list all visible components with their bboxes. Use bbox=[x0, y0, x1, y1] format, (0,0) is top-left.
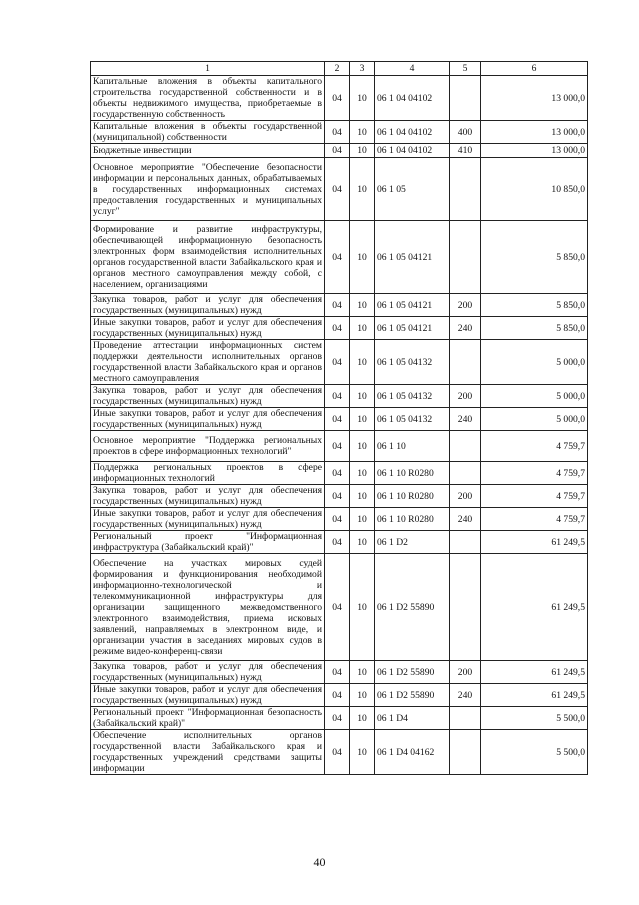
row-expense-type-cell: 240 bbox=[450, 684, 481, 707]
row-amount-cell: 61 249,5 bbox=[481, 684, 588, 707]
column-header-1: 1 bbox=[91, 62, 325, 76]
column-header-4: 4 bbox=[375, 62, 450, 76]
row-subsection-cell: 10 bbox=[350, 340, 375, 385]
row-section-cell: 04 bbox=[325, 121, 350, 144]
row-subsection-cell: 10 bbox=[350, 554, 375, 661]
row-amount-cell: 5 000,0 bbox=[481, 385, 588, 408]
column-header-6: 6 bbox=[481, 62, 588, 76]
row-subsection-cell: 10 bbox=[350, 462, 375, 485]
table-row bbox=[91, 221, 588, 294]
table-row bbox=[91, 684, 588, 707]
table-row bbox=[91, 707, 588, 730]
row-target-article-cell: 06 1 05 bbox=[375, 158, 450, 221]
table-row bbox=[91, 408, 588, 431]
row-name-cell: Иные закупки товаров, работ и услуг для обеспечения государственных (муниципальных) нужд bbox=[91, 408, 325, 431]
table-body bbox=[91, 76, 588, 775]
row-subsection-cell: 10 bbox=[350, 221, 375, 294]
column-header-5: 5 bbox=[450, 62, 481, 76]
row-amount-cell: 61 249,5 bbox=[481, 661, 588, 684]
row-target-article-cell: 06 1 05 04132 bbox=[375, 340, 450, 385]
row-amount-cell: 61 249,5 bbox=[481, 531, 588, 554]
row-amount-cell: 61 249,5 bbox=[481, 554, 588, 661]
row-subsection-cell: 10 bbox=[350, 531, 375, 554]
row-subsection-cell: 10 bbox=[350, 385, 375, 408]
row-section-cell: 04 bbox=[325, 76, 350, 121]
row-target-article-cell: 06 1 05 04121 bbox=[375, 317, 450, 340]
row-section-cell: 04 bbox=[325, 408, 350, 431]
row-section-cell: 04 bbox=[325, 462, 350, 485]
row-name-cell: Региональный проект "Информационная безопасность (Забайкальский край)" bbox=[91, 707, 325, 730]
row-amount-cell: 13 000,0 bbox=[481, 121, 588, 144]
row-target-article-cell: 06 1 05 04132 bbox=[375, 385, 450, 408]
row-section-cell: 04 bbox=[325, 221, 350, 294]
row-expense-type-cell: 400 bbox=[450, 121, 481, 144]
row-name-cell: Обеспечение исполнительных органов государственной власти Забайкальского края и государственных учреждений средствами защиты информации bbox=[91, 730, 325, 775]
row-amount-cell: 10 850,0 bbox=[481, 158, 588, 221]
table-row bbox=[91, 76, 588, 121]
row-target-article-cell: 06 1 D2 55890 bbox=[375, 554, 450, 661]
row-amount-cell: 5 850,0 bbox=[481, 294, 588, 317]
row-subsection-cell: 10 bbox=[350, 508, 375, 531]
row-section-cell: 04 bbox=[325, 485, 350, 508]
row-subsection-cell: 10 bbox=[350, 76, 375, 121]
row-section-cell: 04 bbox=[325, 684, 350, 707]
row-subsection-cell: 10 bbox=[350, 431, 375, 462]
row-target-article-cell: 06 1 05 04121 bbox=[375, 221, 450, 294]
row-name-cell: Закупка товаров, работ и услуг для обеспечения государственных (муниципальных) нужд bbox=[91, 385, 325, 408]
row-name-cell: Проведение аттестации информационных систем поддержки деятельности исполнительных органов государственной власти Забайкальского края и органов местного самоуправления bbox=[91, 340, 325, 385]
row-subsection-cell: 10 bbox=[350, 144, 375, 158]
row-subsection-cell: 10 bbox=[350, 294, 375, 317]
row-name-cell: Закупка товаров, работ и услуг для обеспечения государственных (муниципальных) нужд bbox=[91, 661, 325, 684]
row-target-article-cell: 06 1 D2 55890 bbox=[375, 661, 450, 684]
row-subsection-cell: 10 bbox=[350, 158, 375, 221]
row-expense-type-cell: 200 bbox=[450, 661, 481, 684]
row-amount-cell: 13 000,0 bbox=[481, 144, 588, 158]
row-section-cell: 04 bbox=[325, 730, 350, 775]
row-section-cell: 04 bbox=[325, 707, 350, 730]
row-target-article-cell: 06 1 04 04102 bbox=[375, 76, 450, 121]
page-number: 40 bbox=[313, 855, 326, 869]
row-amount-cell: 5 000,0 bbox=[481, 408, 588, 431]
row-amount-cell: 4 759,7 bbox=[481, 485, 588, 508]
row-section-cell: 04 bbox=[325, 294, 350, 317]
row-name-cell: Региональный проект "Информационная инфраструктура (Забайкальский край)" bbox=[91, 531, 325, 554]
row-target-article-cell: 06 1 05 04132 bbox=[375, 408, 450, 431]
row-section-cell: 04 bbox=[325, 554, 350, 661]
row-section-cell: 04 bbox=[325, 508, 350, 531]
row-expense-type-cell: 240 bbox=[450, 508, 481, 531]
row-target-article-cell: 06 1 05 04121 bbox=[375, 294, 450, 317]
table-row bbox=[91, 661, 588, 684]
row-expense-type-cell bbox=[450, 707, 481, 730]
row-expense-type-cell bbox=[450, 462, 481, 485]
row-section-cell: 04 bbox=[325, 431, 350, 462]
row-amount-cell: 4 759,7 bbox=[481, 508, 588, 531]
row-amount-cell: 5 850,0 bbox=[481, 221, 588, 294]
row-name-cell: Иные закупки товаров, работ и услуг для обеспечения государственных (муниципальных) нужд bbox=[91, 508, 325, 531]
row-expense-type-cell bbox=[450, 531, 481, 554]
row-amount-cell: 4 759,7 bbox=[481, 431, 588, 462]
row-name-cell: Закупка товаров, работ и услуг для обеспечения государственных (муниципальных) нужд bbox=[91, 294, 325, 317]
row-subsection-cell: 10 bbox=[350, 707, 375, 730]
row-amount-cell: 5 500,0 bbox=[481, 707, 588, 730]
row-target-article-cell: 06 1 D4 04162 bbox=[375, 730, 450, 775]
table-row bbox=[91, 121, 588, 144]
table-row bbox=[91, 508, 588, 531]
row-expense-type-cell bbox=[450, 76, 481, 121]
row-subsection-cell: 10 bbox=[350, 317, 375, 340]
table-row bbox=[91, 317, 588, 340]
budget-table bbox=[90, 61, 588, 775]
row-expense-type-cell: 410 bbox=[450, 144, 481, 158]
row-section-cell: 04 bbox=[325, 158, 350, 221]
row-target-article-cell: 06 1 D2 bbox=[375, 531, 450, 554]
row-amount-cell: 5 000,0 bbox=[481, 340, 588, 385]
table-row bbox=[91, 158, 588, 221]
row-section-cell: 04 bbox=[325, 531, 350, 554]
row-subsection-cell: 10 bbox=[350, 408, 375, 431]
row-name-cell: Основное мероприятие "Поддержка региональных проектов в сфере информационных технологий" bbox=[91, 431, 325, 462]
row-expense-type-cell bbox=[450, 431, 481, 462]
table-row bbox=[91, 554, 588, 661]
row-target-article-cell: 06 1 10 R0280 bbox=[375, 508, 450, 531]
row-amount-cell: 13 000,0 bbox=[481, 76, 588, 121]
row-amount-cell: 4 759,7 bbox=[481, 462, 588, 485]
row-expense-type-cell: 200 bbox=[450, 385, 481, 408]
row-name-cell: Иные закупки товаров, работ и услуг для обеспечения государственных (муниципальных) нужд bbox=[91, 684, 325, 707]
table-row bbox=[91, 294, 588, 317]
row-amount-cell: 5 850,0 bbox=[481, 317, 588, 340]
row-name-cell: Обеспечение на участках мировых судей формирования и функционирования необходимой информационно-технологической и телекоммуникационной инфраструктуры для организации защищенного межведомственного электронного взаимодействия, приема исковых заявлений, направляемых в электронном виде, и организации участия в заседаниях мировых судов в режиме видео-конференц-связи bbox=[91, 554, 325, 661]
row-name-cell: Основное мероприятие "Обеспечение безопасности информации и персональных данных, обрабатываемых в государственных информационных системах предоставления государственных и муниципальных услуг" bbox=[91, 158, 325, 221]
row-subsection-cell: 10 bbox=[350, 485, 375, 508]
table-row bbox=[91, 340, 588, 385]
row-target-article-cell: 06 1 04 04102 bbox=[375, 144, 450, 158]
row-name-cell: Капитальные вложения в объекты государственной (муниципальной) собственности bbox=[91, 121, 325, 144]
row-section-cell: 04 bbox=[325, 340, 350, 385]
row-name-cell: Формирование и развитие инфраструктуры, обеспечивающей информационную безопасность электронных форм взаимодействия исполнительных органов государственной власти Забайкальского края и органов местного самоуправления между собой, с населением, организациями bbox=[91, 221, 325, 294]
table-row bbox=[91, 431, 588, 462]
row-target-article-cell: 06 1 10 bbox=[375, 431, 450, 462]
row-expense-type-cell bbox=[450, 340, 481, 385]
row-expense-type-cell: 240 bbox=[450, 317, 481, 340]
row-name-cell: Бюджетные инвестиции bbox=[91, 144, 325, 158]
row-expense-type-cell bbox=[450, 158, 481, 221]
row-expense-type-cell bbox=[450, 221, 481, 294]
table-row bbox=[91, 730, 588, 775]
row-target-article-cell: 06 1 10 R0280 bbox=[375, 462, 450, 485]
row-target-article-cell: 06 1 10 R0280 bbox=[375, 485, 450, 508]
row-name-cell: Иные закупки товаров, работ и услуг для обеспечения государственных (муниципальных) нужд bbox=[91, 317, 325, 340]
row-subsection-cell: 10 bbox=[350, 121, 375, 144]
row-expense-type-cell bbox=[450, 554, 481, 661]
row-section-cell: 04 bbox=[325, 144, 350, 158]
row-expense-type-cell: 200 bbox=[450, 485, 481, 508]
row-name-cell: Закупка товаров, работ и услуг для обеспечения государственных (муниципальных) нужд bbox=[91, 485, 325, 508]
row-subsection-cell: 10 bbox=[350, 730, 375, 775]
table-row bbox=[91, 144, 588, 158]
row-target-article-cell: 06 1 04 04102 bbox=[375, 121, 450, 144]
row-subsection-cell: 10 bbox=[350, 661, 375, 684]
row-subsection-cell: 10 bbox=[350, 684, 375, 707]
row-amount-cell: 5 500,0 bbox=[481, 730, 588, 775]
row-name-cell: Поддержка региональных проектов в сфере информационных технологий bbox=[91, 462, 325, 485]
table-row bbox=[91, 531, 588, 554]
row-expense-type-cell bbox=[450, 730, 481, 775]
table-row bbox=[91, 462, 588, 485]
row-section-cell: 04 bbox=[325, 317, 350, 340]
column-header-2: 2 bbox=[325, 62, 350, 76]
row-expense-type-cell: 240 bbox=[450, 408, 481, 431]
header-row bbox=[91, 62, 588, 76]
row-section-cell: 04 bbox=[325, 661, 350, 684]
table-row bbox=[91, 385, 588, 408]
row-target-article-cell: 06 1 D2 55890 bbox=[375, 684, 450, 707]
row-target-article-cell: 06 1 D4 bbox=[375, 707, 450, 730]
column-header-3: 3 bbox=[350, 62, 375, 76]
row-name-cell: Капитальные вложения в объекты капитального строительства государственной собственности и в объекты недвижимого имущества, приобретаемые в государственную собственность bbox=[91, 76, 325, 121]
table-row bbox=[91, 485, 588, 508]
row-section-cell: 04 bbox=[325, 385, 350, 408]
row-expense-type-cell: 200 bbox=[450, 294, 481, 317]
